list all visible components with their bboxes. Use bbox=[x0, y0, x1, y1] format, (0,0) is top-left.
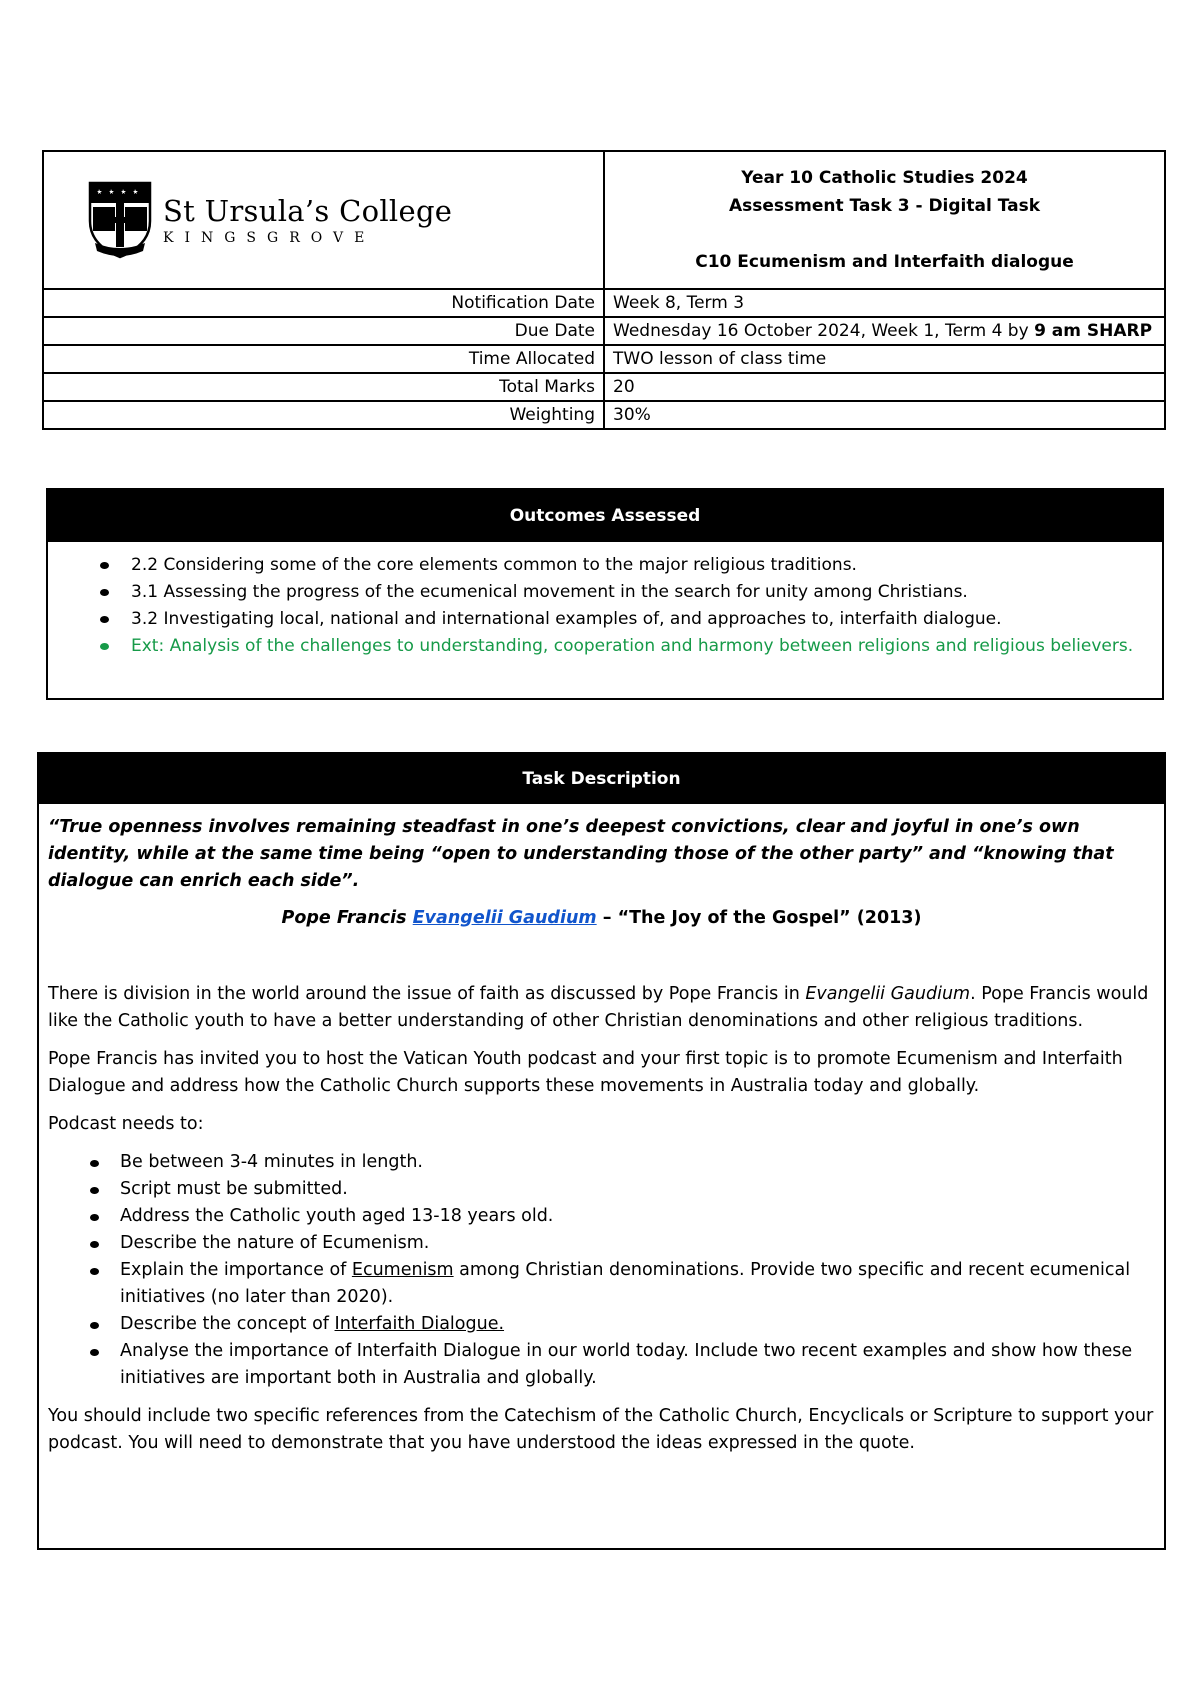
intro-italic: Evangelii Gaudium bbox=[805, 984, 971, 1004]
invitation-paragraph: Pope Francis has invited you to host the Vatican Youth podcast and your first topic is to promote Ecumenism and Interfaith Dialogue and address how the Catholic Church supports these movements in Australia today and globally. bbox=[48, 1049, 1123, 1096]
item-text: Explain the importance of bbox=[120, 1260, 352, 1280]
list-item: Be between 3-4 minutes in length. bbox=[120, 1149, 1155, 1176]
list-item: Address the Catholic youth aged 13-18 years old. bbox=[120, 1203, 1155, 1230]
citation-author: Pope Francis bbox=[281, 908, 413, 928]
info-row bbox=[43, 373, 1165, 401]
info-row bbox=[43, 345, 1165, 373]
info-value bbox=[604, 317, 1165, 345]
task-title: Assessment Task 3 - Digital Task bbox=[728, 196, 1041, 216]
info-row bbox=[43, 317, 1165, 345]
pope-quote: “True openness involves remaining steadfast in one’s deepest convictions, clear and joyful in one’s own identity, while at the same time being “open to understanding those of the other party” and “knowing that dialogue can enrich each side”. bbox=[48, 817, 1114, 891]
course-title: Year 10 Catholic Studies 2024 bbox=[741, 168, 1028, 188]
due-time-emphasis: 9 am SHARP bbox=[1034, 321, 1153, 341]
list-item: Describe the nature of Ecumenism. bbox=[120, 1230, 1155, 1257]
college-location: KINGSGROVE bbox=[163, 230, 376, 246]
task-description-box bbox=[37, 752, 1166, 1550]
info-row bbox=[43, 289, 1165, 317]
topic-title: C10 Ecumenism and Interfaith dialogue bbox=[695, 252, 1074, 272]
list-item: Script must be submitted. bbox=[120, 1176, 1155, 1203]
task-title-cell bbox=[604, 151, 1165, 289]
outcomes-heading: Outcomes Assessed bbox=[48, 490, 1162, 542]
due-date-text: Wednesday 16 October 2024, Week 1, Term 4 by bbox=[613, 321, 1035, 341]
list-item bbox=[120, 1257, 1155, 1311]
info-label: Weighting bbox=[43, 401, 604, 429]
info-value: 30% bbox=[604, 401, 1165, 429]
podcast-requirements-list bbox=[48, 1149, 1155, 1392]
ecumenism-underlined: Ecumenism bbox=[351, 1260, 454, 1280]
info-row bbox=[43, 401, 1165, 429]
logo-cell bbox=[43, 151, 604, 289]
evangelii-gaudium-link[interactable]: Evangelii Gaudium bbox=[412, 908, 597, 928]
extension-outcome: Ext: Analysis of the challenges to understanding, cooperation and harmony between religions and religious believers. bbox=[131, 633, 1162, 660]
intro-text-end: . Pope Francis would like the Catholic youth to have a better understanding of other Christian denominations and other religious traditions. bbox=[48, 984, 1149, 1031]
info-value: Week 8, Term 3 bbox=[604, 289, 1165, 317]
title-spacer bbox=[613, 220, 1156, 248]
interfaith-underlined: Interfaith Dialogue. bbox=[334, 1314, 505, 1334]
intro-paragraph bbox=[48, 981, 1155, 1035]
info-value: TWO lesson of class time bbox=[604, 345, 1165, 373]
outcomes-list bbox=[48, 552, 1162, 660]
closing-paragraph: You should include two specific references from the Catechism of the Catholic Church, Encyclicals or Scripture to support your podcast. You will need to demonstrate that you have understood the ideas expressed in the quote. bbox=[48, 1406, 1154, 1453]
item-text: Describe the concept of bbox=[120, 1314, 335, 1334]
list-item bbox=[120, 1311, 1155, 1338]
list-item: 2.2 Considering some of the core elements common to the major religious traditions. bbox=[131, 552, 1162, 579]
citation-title: – “The Joy of the Gospel” (2013) bbox=[596, 908, 922, 928]
list-item: Analyse the importance of Interfaith Dialogue in our world today. Include two recent examples and show how these initiatives are important both in Australia and globally. bbox=[120, 1338, 1155, 1392]
task-heading: Task Description bbox=[39, 754, 1164, 804]
item-text-end: among Christian denominations. Provide two specific and recent ecumenical initiatives (no later than 2020). bbox=[120, 1260, 1131, 1307]
college-name: St Ursula’s College bbox=[163, 194, 453, 228]
info-label: Time Allocated bbox=[43, 345, 604, 373]
info-label: Notification Date bbox=[43, 289, 604, 317]
quote-citation bbox=[48, 905, 1155, 932]
assessment-header-table bbox=[42, 150, 1166, 430]
outcomes-box bbox=[46, 488, 1164, 700]
intro-text: There is division in the world around the issue of faith as discussed by Pope Francis in bbox=[48, 984, 806, 1004]
list-item: 3.2 Investigating local, national and international examples of, and approaches to, interfaith dialogue. bbox=[131, 606, 1162, 633]
info-label: Due Date bbox=[43, 317, 604, 345]
info-label: Total Marks bbox=[43, 373, 604, 401]
task-body bbox=[39, 814, 1164, 1457]
college-crest-icon bbox=[87, 179, 153, 261]
podcast-intro: Podcast needs to: bbox=[48, 1114, 204, 1134]
list-item: 3.1 Assessing the progress of the ecumenical movement in the search for unity among Christians. bbox=[131, 579, 1162, 606]
info-value: 20 bbox=[604, 373, 1165, 401]
college-logo bbox=[52, 179, 595, 261]
